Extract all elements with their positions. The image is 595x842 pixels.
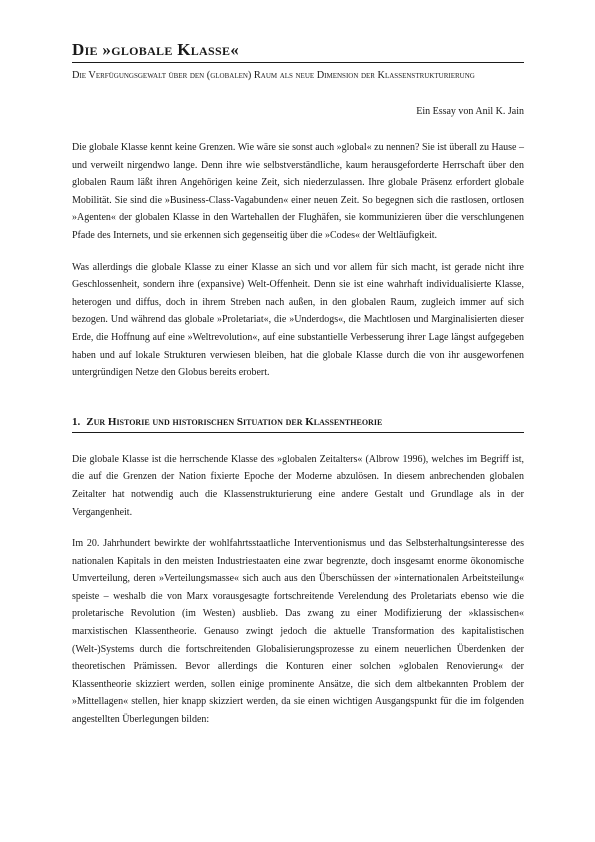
section-paragraph: Im 20. Jahrhundert bewirkte der wohlfahrtsstaatliche Interventionismus und das Selbsterhaltungsinteresse des nationalen Kapitals in den meisten Industriestaaten eine zwar begrenzte, doch insgesamt enorme ökonomische Umverteilung, deren »Verteilungsmasse« sich auch aus den Überschüssen der »internationalen Arbeitsteilung« speiste – weshalb die von Marx vorausgesagte fortschreitende Verelendung des Proletariats ebenso wie die proletarische Revolution (im Westen) ausblieb. Das zwang zu einer Modifizierung der »klassischen« marxistischen Klassentheorie. Genauso zwingt jedoch die aktuelle Transformation des kapitalistischen (Welt-)Systems durch die fortschreitenden Globalisierungsprozesse zu einem neuerlichen Überdenken der theoretischen Prämissen. Bevor allerdings die Konturen einer solchen »globalen Renovierung« der Klassentheorie skizziert werden, sollen einige prominente Ansätze, die sich dem altbekannten Problem der »Mittellagen« stellen, hier knapp skizziert werden, da sie einen wichtigen Ausgangspunkt für die im folgenden angestellten Überlegungen bilden: — [72, 538, 524, 726]
title-underline — [72, 62, 524, 63]
document-title: Die »globale Klasse« — [72, 40, 240, 59]
intro-paragraph: Die globale Klasse kennt keine Grenzen. Wie wäre sie sonst auch »global« zu nennen? Sie ist überall zu Hause – und verweilt nirgendwo lange. Denn ihre wie selbstverständliche, kaum herausgeforderte Herrschaft über den globalen Raum läßt ihren Angehörigen keine Zeit, sich niederzulassen. Ihre globale Präsenz erfordert globale Mobilität. Sie sind die »Business-Class-Vagabunden« einer neuen Zeit. So begegnen sich die rastlosen, ortlosen »Agenten« der globalen Klasse in den Wartehallen der Flughäfen, sie kommunizieren über die verschlungenen Pfade des Internets, und sie erkennen sich gegenseitig über die »Codes« der Weltläufigkeit. — [72, 142, 524, 241]
section-heading-text: Zur Historie und historischen Situation der Klassentheorie — [86, 415, 383, 428]
section-heading-underline — [72, 432, 524, 433]
section-heading — [72, 415, 524, 429]
section-number: 1. — [72, 415, 81, 428]
intro-paragraph: Was allerdings die globale Klasse zu einer Klasse an sich und vor allem für sich macht, ist gerade nicht ihre Geschlossenheit, sondern ihre (expansive) Welt-Offenheit. Denn sie ist eine wahrhaft individualisierte Klasse, heterogen und diffus, doch in ihrem Streben nach außen, in den globalen Raum, zugleich immer auf sich bezogen. Und während das globale »Proletariat«, die »Underdogs«, die Machtlosen und Marginalisierten dieser Erde, die Hoffnung auf eine »Weltrevolution«, auf eine substantielle Verbesserung ihrer Lage längst aufgegeben haben und auf lokale Strukturen verwiesen bleiben, hat die globale Klasse durch die von ihr ausgeworfenen untergründigen Netze den Globus bereits erobert. — [72, 261, 524, 379]
document-page — [72, 40, 524, 729]
document-subtitle: Die Verfügungsgewalt über den (globalen) Raum als neue Dimension der Klassenstrukturierung — [72, 70, 475, 81]
author-line: Ein Essay von Anil K. Jain — [416, 106, 524, 117]
section-paragraph: Die globale Klasse ist die herrschende Klasse des »globalen Zeitalters« (Albrow 1996), welches im Begriff ist, die auf die Grenzen der Nation fixierte Epoche der Moderne abzulösen. In diesem anbrechenden globalen Zeitalter hat notwendig auch die Klassenstrukturierung eine andere Gestalt und Grundlage als in der Vergangenheit. — [72, 453, 524, 518]
